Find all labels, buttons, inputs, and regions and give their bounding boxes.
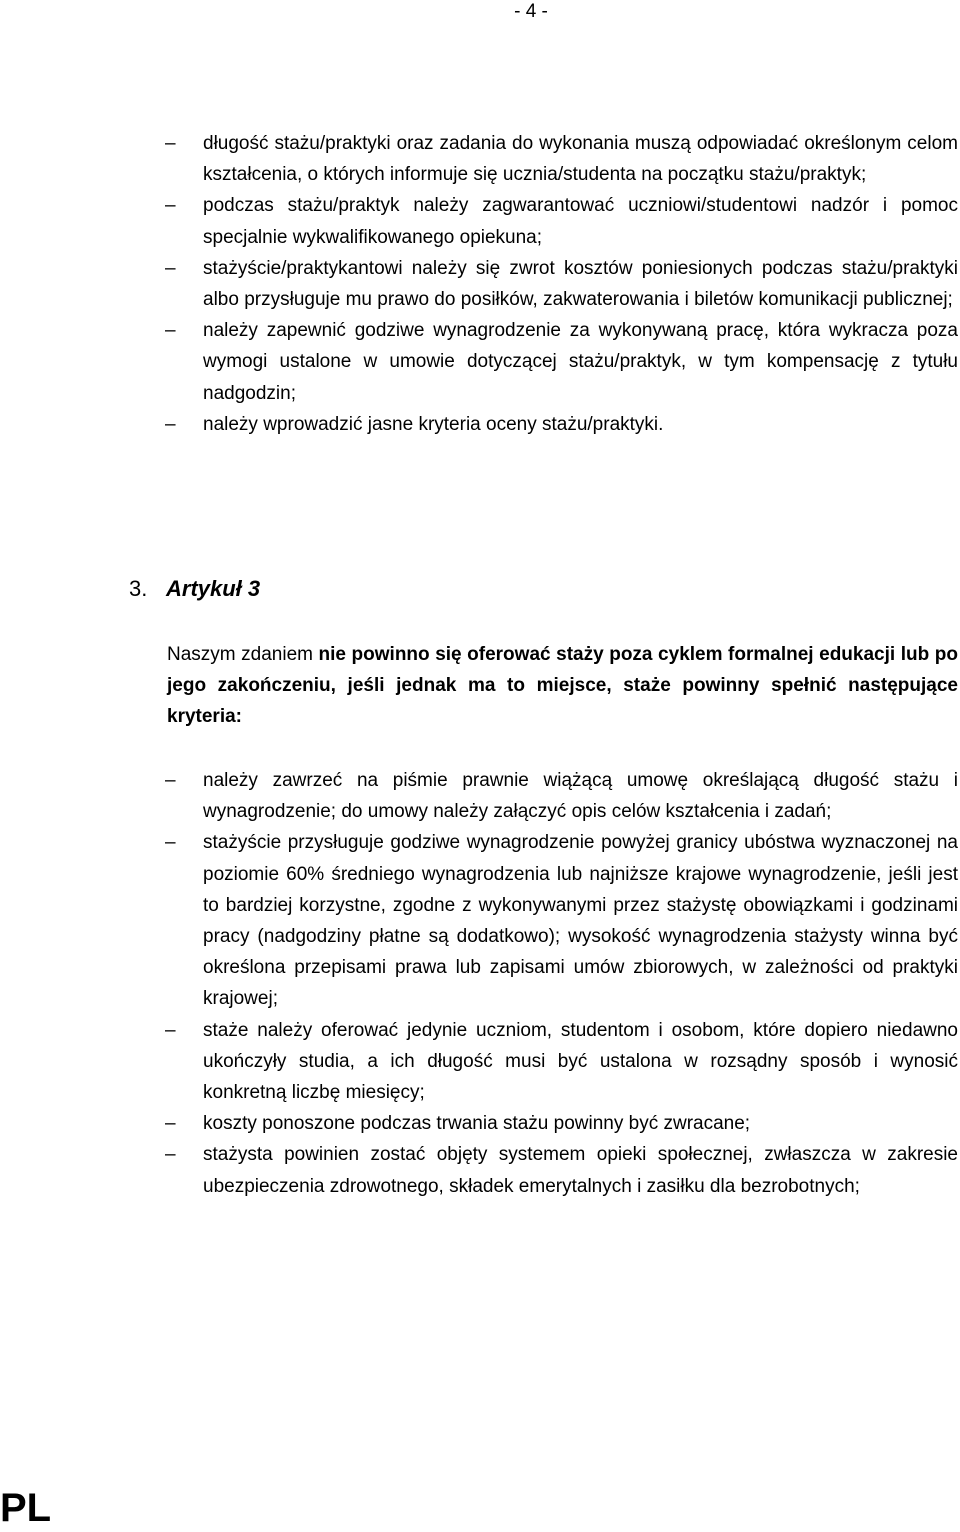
bullet-dash: – — [165, 770, 176, 791]
list-item — [0, 190, 960, 252]
list-item-text: podczas stażu/praktyk należy zagwarantować uczniowi/studentowi nadzór i pomoc specjalnie wykwalifikowanego opiekuna; — [203, 195, 958, 248]
list-item-text: należy wprowadzić jasne kryteria oceny stażu/praktyki. — [203, 413, 664, 435]
list-item-text: długość stażu/praktyki oraz zadania do wykonania muszą odpowiadać określonym celom kształcenia, o których informuje się ucznia/studenta na początku stażu/praktyk; — [203, 133, 958, 186]
section-heading — [129, 572, 260, 606]
list-item — [0, 765, 960, 827]
list-item — [0, 1139, 960, 1201]
list-item-text: stażyście/praktykantowi należy się zwrot kosztów poniesionych podczas stażu/praktyki albo przysługuje mu prawo do posiłków, zakwaterowania i biletów komunikacji publicznej; — [203, 257, 958, 311]
list-item — [0, 409, 960, 440]
list-item — [0, 1108, 960, 1139]
intro-paragraph — [167, 639, 958, 733]
bullet-dash: – — [165, 1113, 176, 1135]
section-number: 3. — [129, 576, 148, 601]
bullet-dash: – — [165, 257, 176, 279]
list-item — [0, 315, 960, 409]
bullet-dash: – — [165, 413, 176, 435]
bullet-dash: – — [165, 320, 176, 342]
list-item — [0, 1015, 960, 1109]
list-item-text: staże należy oferować jedynie uczniom, studentom i osobom, które dopiero niedawno ukończyły studia, a ich długość musi być ustalona w rozsądny sposób i wynosić konkretną liczbę miesięcy; — [203, 1019, 958, 1104]
list-item-text: stażysta powinien zostać objęty systemem opieki społecznej, zwłaszcza w zakresie ubezpieczenia zdrowotnego, składek emerytalnych i zasiłku dla bezrobotnych; — [203, 1144, 958, 1197]
bullet-dash: – — [165, 195, 176, 217]
bullet-dash: – — [165, 1019, 176, 1041]
list-item-text: należy zawrzeć na piśmie prawnie wiążącą umowę określającą długość stażu i wynagrodzenie; do umowy należy załączyć opis celów kształcenia i zadań; — [203, 770, 958, 823]
list-item — [0, 253, 960, 315]
intro-bold-text: nie powinno się oferować staży poza cyklem formalnej edukacji lub po jego zakończeniu, jeśli jednak ma to miejsce, staże powinny spełnić następujące kryteria: — [167, 644, 958, 728]
list-item-text: koszty ponoszone podczas trwania stażu powinny być zwracane; — [203, 1113, 751, 1135]
list-item — [0, 128, 960, 190]
bullet-dash: – — [165, 1144, 176, 1166]
language-code: PL — [0, 1486, 52, 1530]
bullet-dash: – — [165, 133, 176, 154]
section-title: Artykuł 3 — [166, 576, 261, 601]
list-item-text: należy zapewnić godziwe wynagrodzenie za wykonywaną pracę, która wykracza poza wymogi ustalone w umowie dotyczącej stażu/praktyk, w tym kompensację z tytułu nadgodzin; — [203, 320, 958, 404]
bullet-dash: – — [165, 832, 176, 854]
criteria-list-2 — [0, 765, 960, 1202]
list-item — [0, 827, 960, 1014]
intro-plain-text: Naszym zdaniem — [167, 644, 319, 665]
criteria-list-1 — [0, 128, 960, 440]
list-item-text: stażyście przysługuje godziwe wynagrodzenie powyżej granicy ubóstwa wyznaczonej na poziomie 60% średniego wynagrodzenia lub najniższe krajowe wynagrodzenie, jeśli jest to bardziej korzystne, zgodne z wykonywanymi przez stażystę obowiązkami i godzinami pracy (nadgodziny płatne są dodatkowo); wysokość wynagrodzenia stażysty winna być określona przepisami prawa lub zapisami umów zbiorowych, w zależności od praktyki krajowej; — [203, 832, 958, 1010]
page-number: - 4 - — [514, 1, 548, 22]
